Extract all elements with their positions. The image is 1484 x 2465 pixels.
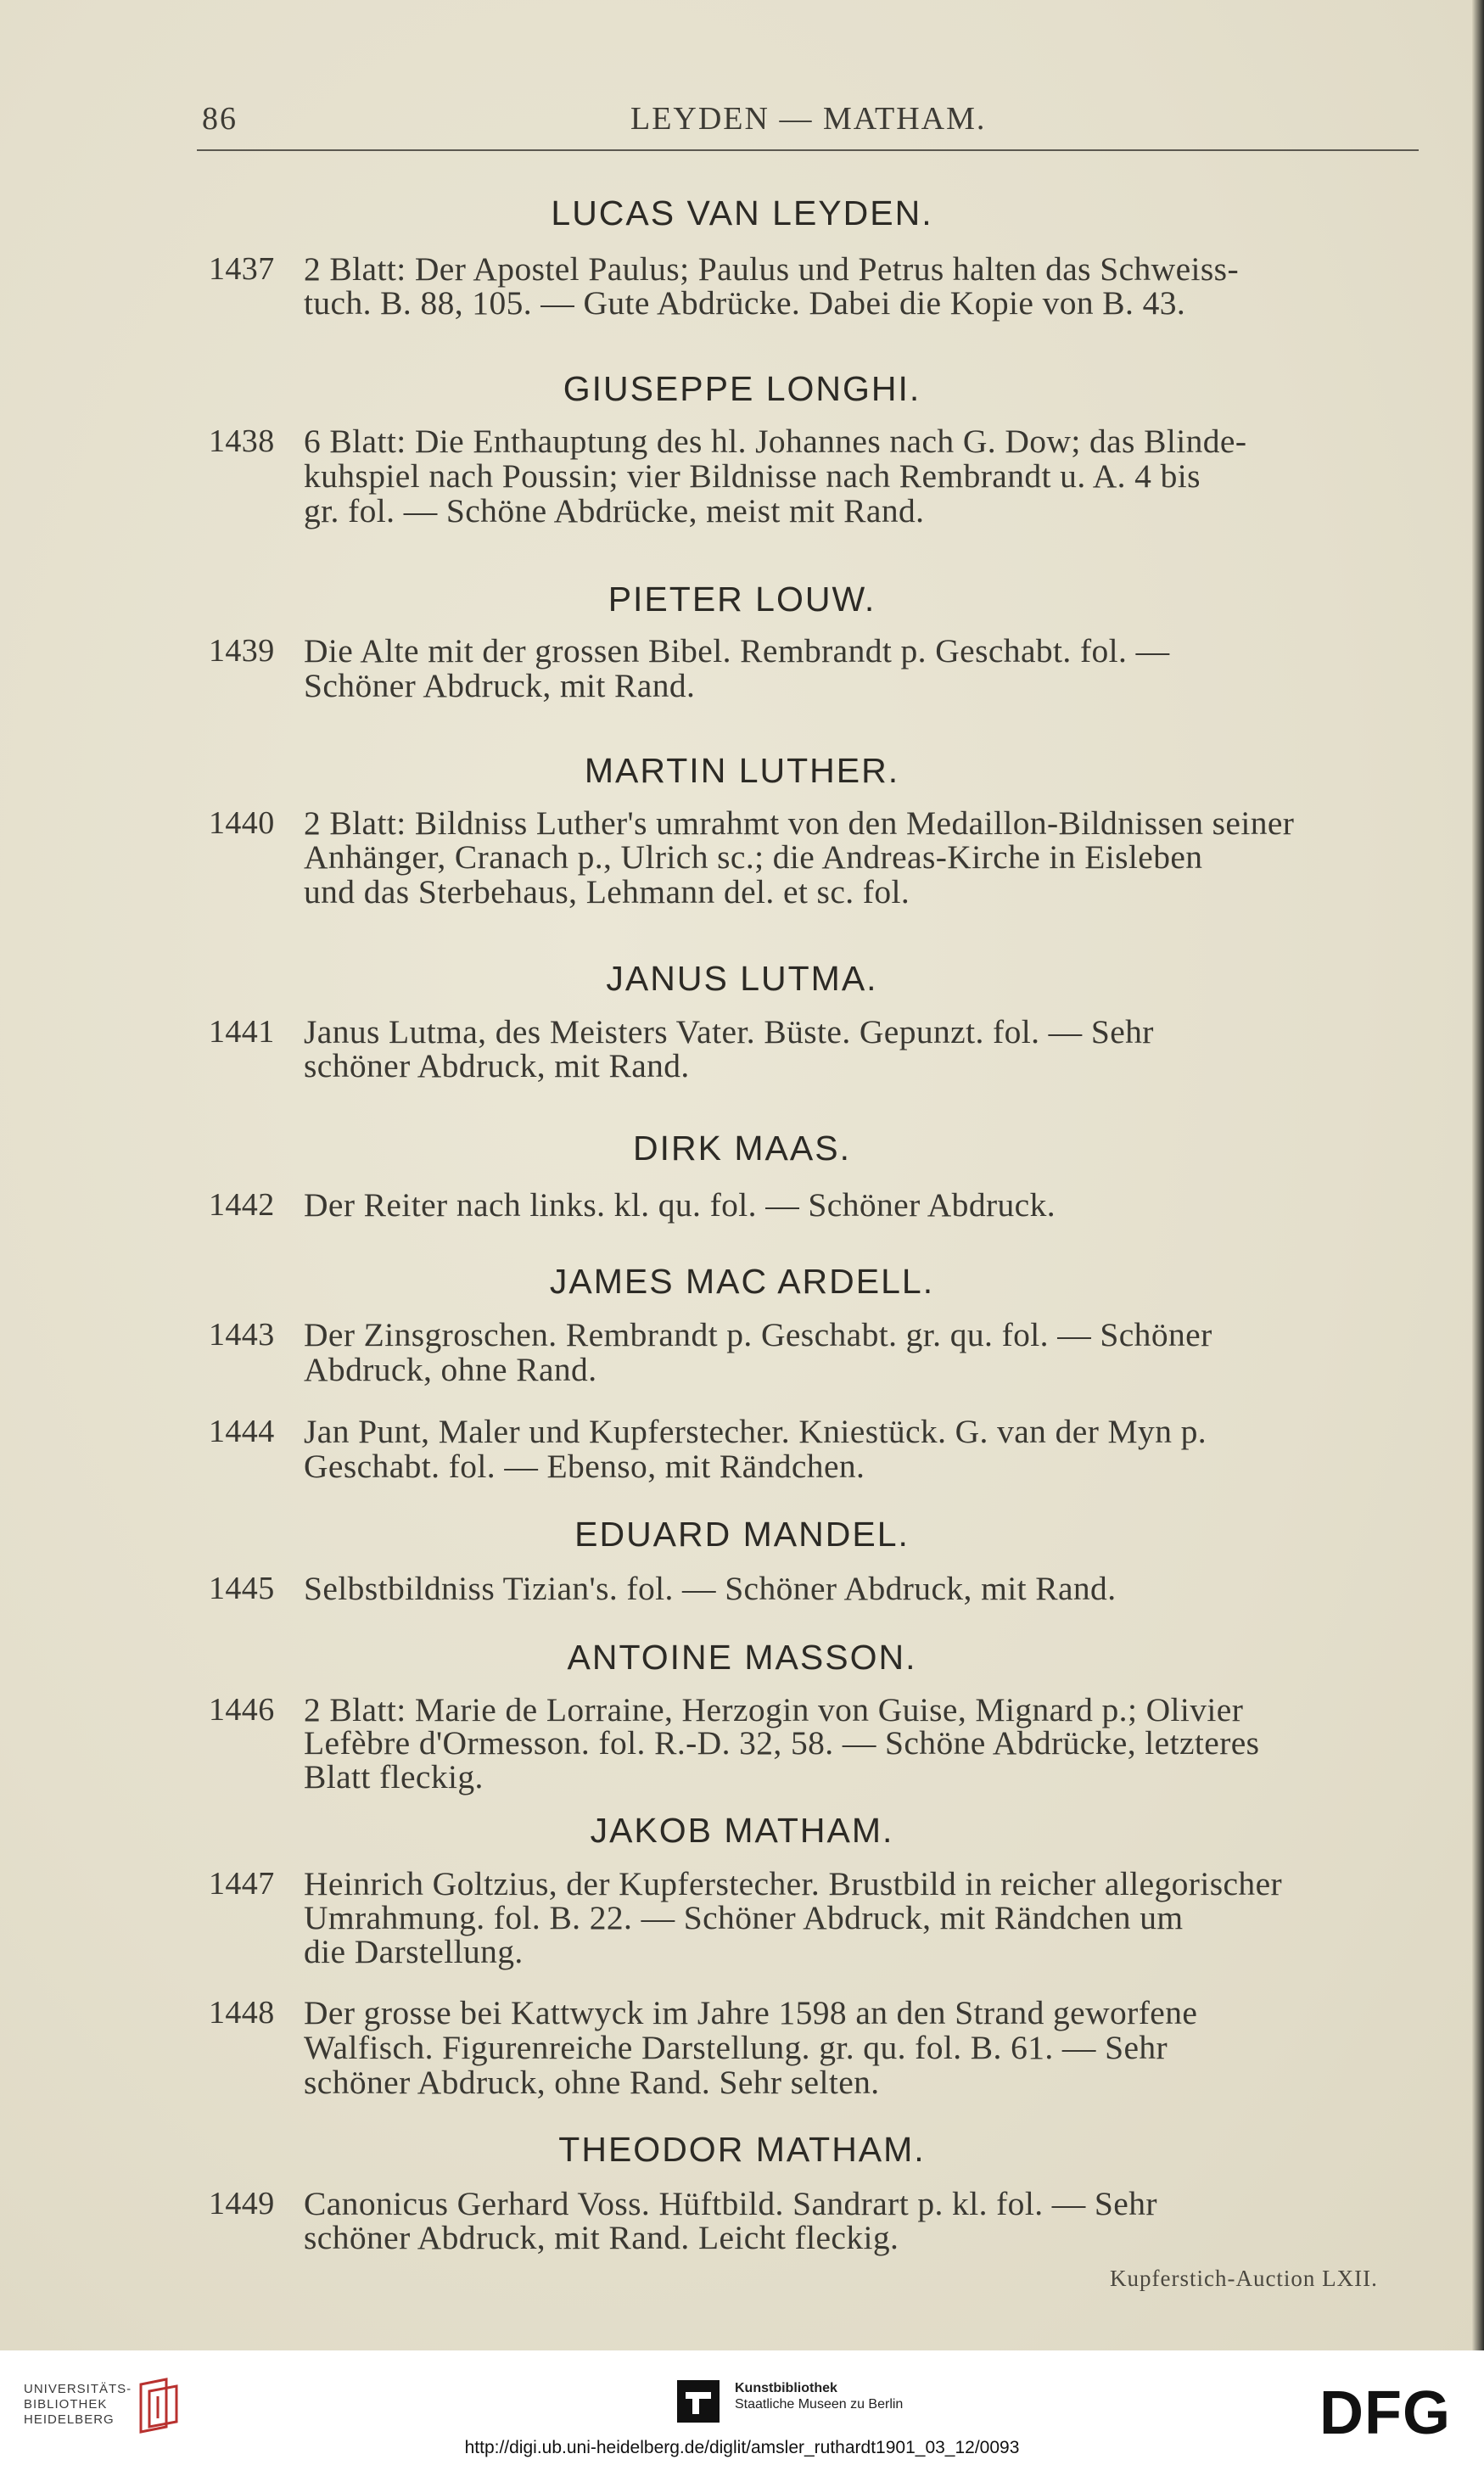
entry-number: 1437 [209, 251, 275, 287]
section-heading: GIUSEPPE LONGHI. [563, 369, 921, 408]
entry-line: 2 Blatt: Bildniss Luther's umrahmt von den Medaillon-Bildnissen seiner [304, 804, 1295, 842]
logo-text-line: UNIVERSITÄTS- [24, 2382, 132, 2396]
running-head-title: LEYDEN — MATHAM. [630, 101, 987, 137]
entry-line: schöner Abdruck, ohne Rand. Sehr selten. [304, 2064, 880, 2101]
section-heading: ANTOINE MASSON. [567, 1638, 917, 1677]
entry-line: die Darstellung. [304, 1933, 524, 1970]
dfg-logo[interactable]: DFG [1319, 2379, 1451, 2447]
entry-line: Walfisch. Figurenreiche Darstellung. gr. qu. fol. B. 61. — Sehr [304, 2029, 1168, 2066]
entry-number: 1448 [209, 1995, 275, 2031]
entry-line: Die Alte mit der grossen Bibel. Rembrandt p. Geschabt. fol. — [304, 632, 1170, 669]
entry-line: Selbstbildniss Tizian's. fol. — Schöner Abdruck, mit Rand. [304, 1570, 1117, 1607]
entry-line: Der Zinsgroschen. Rembrandt p. Geschabt. gr. qu. fol. — Schöner [304, 1316, 1212, 1353]
entry-line: Lefèbre d'Ormesson. fol. R.-D. 32, 58. — Schöne Abdrücke, letzteres [304, 1724, 1260, 1762]
section-heading: THEODOR MATHAM. [558, 2130, 926, 2169]
entry-line: Geschabt. fol. — Ebenso, mit Rändchen. [304, 1448, 865, 1485]
university-seal-icon [136, 2376, 183, 2437]
entry-line: Der grosse bei Kattwyck im Jahre 1598 an den Strand geworfene [304, 1994, 1198, 2031]
running-head [202, 100, 1415, 143]
kunstbibliothek-logo[interactable] [735, 2380, 903, 2412]
entry-line: 6 Blatt: Die Enthauptung des hl. Johannes nach G. Dow; das Blinde- [304, 423, 1247, 460]
entry-line: und das Sterbehaus, Lehmann del. et sc. fol. [304, 873, 910, 910]
entry-number: 1442 [209, 1187, 275, 1223]
entry-line: schöner Abdruck, mit Rand. [304, 1047, 690, 1084]
section-heading: PIETER LOUW. [608, 580, 876, 619]
entry-number: 1438 [209, 423, 275, 459]
entry-line: Anhänger, Cranach p., Ulrich sc.; die Andreas-Kirche in Eisleben [304, 838, 1203, 876]
logo-text-line: HEIDELBERG [24, 2412, 115, 2427]
section-heading: LUCAS VAN LEYDEN. [551, 193, 933, 232]
page-edge-shadow [1472, 0, 1484, 2350]
entry-line: Jan Punt, Maler und Kupferstecher. Kniestück. G. van der Myn p. [304, 1413, 1207, 1450]
entry-line: Schöner Abdruck, mit Rand. [304, 667, 696, 704]
entry-line: Canonicus Gerhard Voss. Hüftbild. Sandrart p. kl. fol. — Sehr [304, 2185, 1157, 2222]
kb-title: Kunstbibliothek [735, 2381, 837, 2395]
section-heading: JAMES MAC ARDELL. [549, 1262, 935, 1301]
entry-number: 1449 [209, 2186, 275, 2221]
entry-line: schöner Abdruck, mit Rand. Leicht fleckig. [304, 2219, 899, 2256]
entry-line: tuch. B. 88, 105. — Gute Abdrücke. Dabei die Kopie von B. 43. [304, 284, 1186, 322]
entry-number: 1445 [209, 1571, 275, 1606]
kb-subtitle: Staatliche Museen zu Berlin [735, 2397, 904, 2412]
entry-number: 1443 [209, 1317, 275, 1353]
entry-line: Abdruck, ohne Rand. [304, 1351, 597, 1388]
entry-number: 1440 [209, 805, 275, 841]
section-heading: DIRK MAAS. [633, 1129, 851, 1168]
kunstbibliothek-logo-icon [677, 2380, 720, 2423]
entry-number: 1439 [209, 633, 275, 669]
logo-text-line: BIBLIOTHEK [24, 2397, 108, 2412]
permalink-url[interactable]: http://digi.ub.uni-heidelberg.de/diglit/amsler_ruthardt1901_03_12/0093 [464, 2438, 1020, 2457]
entry-line: 2 Blatt: Marie de Lorraine, Herzogin von Guise, Mignard p.; Olivier [304, 1691, 1244, 1728]
entry-number: 1446 [209, 1692, 275, 1728]
entry-number: 1441 [209, 1014, 275, 1050]
entry-line: Janus Lutma, des Meisters Vater. Büste. Gepunzt. fol. — Sehr [304, 1013, 1154, 1050]
entry-line: Blatt fleckig. [304, 1758, 484, 1796]
entry-line: kuhspiel nach Poussin; vier Bildnisse nach Rembrandt u. A. 4 bis [304, 457, 1201, 495]
section-heading: EDUARD MANDEL. [574, 1515, 910, 1554]
page-number: 86 [202, 101, 238, 137]
university-library-logo[interactable] [24, 2382, 132, 2428]
entry-line: Umrahmung. fol. B. 22. — Schöner Abdruck, mit Rändchen um [304, 1899, 1184, 1936]
entry-line: Heinrich Goltzius, der Kupferstecher. Brustbild in reicher allegorischer [304, 1865, 1283, 1902]
header-rule [197, 149, 1419, 151]
entry-line: Der Reiter nach links. kl. qu. fol. — Schöner Abdruck. [304, 1186, 1056, 1224]
section-heading: MARTIN LUTHER. [584, 751, 900, 790]
section-heading: JAKOB MATHAM. [590, 1811, 894, 1850]
entry-line: 2 Blatt: Der Apostel Paulus; Paulus und Petrus halten das Schweiss- [304, 250, 1239, 288]
entry-number: 1444 [209, 1414, 275, 1449]
entry-number: 1447 [209, 1866, 275, 1902]
entry-line: gr. fol. — Schöne Abdrücke, meist mit Rand. [304, 492, 925, 529]
signature-mark: Kupferstich-Auction LXII. [1110, 2266, 1378, 2291]
section-heading: JANUS LUTMA. [606, 959, 878, 998]
